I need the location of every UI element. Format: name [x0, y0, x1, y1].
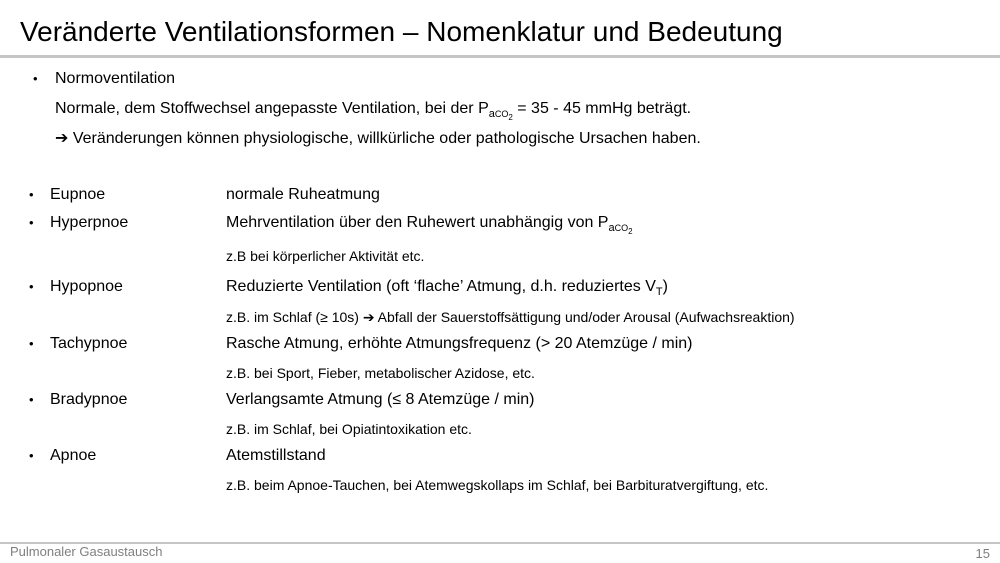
definition-hyperpnoe — [226, 213, 633, 242]
normoventilation-note — [55, 129, 701, 149]
bullet-hyperpnoe: • — [29, 215, 34, 230]
example-hypopnoe-text: z.B. im Schlaf (≥ 10s) — [226, 309, 363, 325]
definition-hypopnoe-text: Reduzierte Ventilation (oft ‘flache’ Atmung, d.h. reduziertes V — [226, 278, 656, 295]
subscript-co: CO — [494, 109, 509, 119]
page-number: 15 — [975, 546, 990, 561]
term-apnoe: Apnoe — [50, 447, 97, 464]
definition-eupnoe: normale Ruheatmung — [226, 186, 380, 203]
definition-hypopnoe-close: ) — [662, 278, 668, 295]
arrow-icon: ➔ — [362, 309, 375, 325]
bullet-normoventilation: • — [33, 71, 38, 86]
bullet-eupnoe: • — [29, 187, 34, 202]
subscript-co: CO — [614, 223, 629, 233]
normoventilation-range: = 35 - 45 mmHg beträgt. — [512, 100, 692, 117]
example-tachypnoe: z.B. bei Sport, Fieber, metabolischer Azidose, etc. — [226, 365, 535, 381]
subscript-a: a — [488, 108, 495, 120]
term-tachypnoe: Tachypnoe — [50, 335, 128, 352]
title-divider — [0, 55, 1000, 58]
example-hyperpnoe: z.B bei körperlicher Aktivität etc. — [226, 248, 425, 264]
subscript-t: T — [655, 286, 663, 298]
term-hyperpnoe: Hyperpnoe — [50, 214, 129, 231]
example-bradypnoe: z.B. im Schlaf, bei Opiatintoxikation etc. — [226, 421, 472, 437]
term-bradypnoe: Bradypnoe — [50, 391, 128, 408]
definition-hyperpnoe-text: Mehrventilation über den Ruhewert unabhängig von P — [226, 214, 609, 231]
definition-hypopnoe — [226, 277, 668, 302]
normoventilation-definition-text: Normale, dem Stoffwechsel angepasste Ventilation, bei der P — [55, 100, 489, 117]
bullet-apnoe: • — [29, 448, 34, 463]
subscript-a: a — [608, 222, 615, 234]
example-apnoe: z.B. beim Apnoe-Tauchen, bei Atemwegskollaps im Schlaf, bei Barbituratvergiftung, etc. — [226, 477, 769, 493]
normoventilation-note-text: Veränderungen können physiologische, willkürliche oder pathologische Ursachen haben. — [68, 130, 701, 147]
footer-title: Pulmonaler Gasaustausch — [10, 544, 163, 559]
definition-tachypnoe: Rasche Atmung, erhöhte Atmungsfrequenz (> 20 Atemzüge / min) — [226, 335, 693, 352]
subscript-2: 2 — [628, 227, 633, 236]
normoventilation-definition — [55, 99, 691, 128]
example-hypopnoe — [226, 308, 795, 326]
example-hypopnoe-consequence: Abfall der Sauerstoffsättigung und/oder Arousal (Aufwachsreaktion) — [374, 309, 795, 325]
bullet-hypopnoe: • — [29, 279, 34, 294]
term-eupnoe: Eupnoe — [50, 186, 106, 203]
bullet-bradypnoe: • — [29, 392, 34, 407]
term-hypopnoe: Hypopnoe — [50, 278, 123, 295]
slide-title: Veränderte Ventilationsformen – Nomenklatur und Bedeutung — [20, 16, 783, 47]
definition-bradypnoe: Verlangsamte Atmung (≤ 8 Atemzüge / min) — [226, 391, 535, 408]
normoventilation-heading: Normoventilation — [55, 70, 176, 87]
subscript-2: 2 — [508, 113, 513, 122]
bullet-tachypnoe: • — [29, 336, 34, 351]
definition-apnoe: Atemstillstand — [226, 447, 326, 464]
arrow-icon: ➔ — [55, 130, 69, 147]
